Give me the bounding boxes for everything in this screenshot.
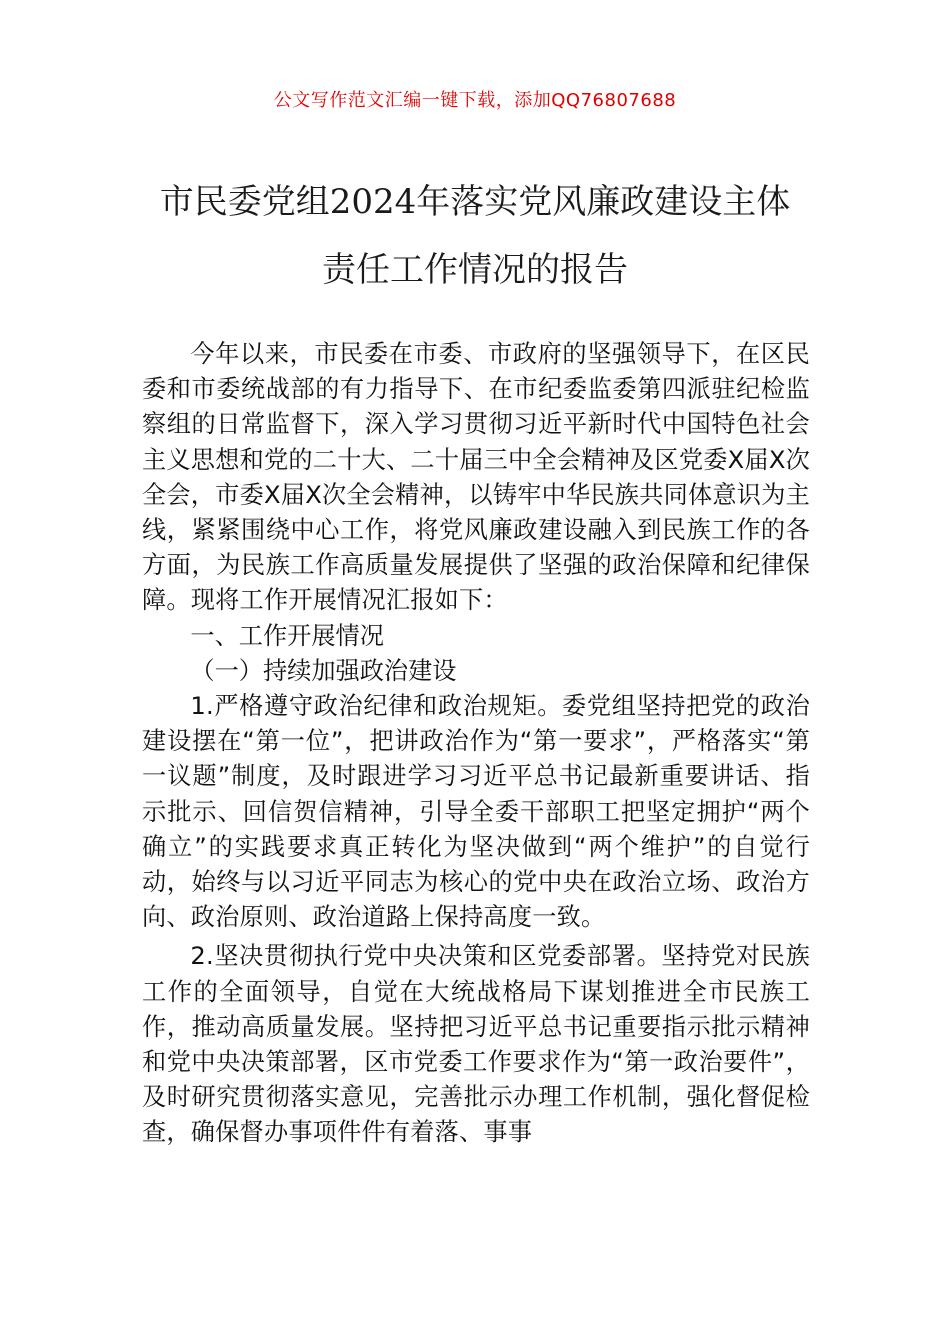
report-title-line-1: 市民委党组2024年落实党风廉政建设主体 bbox=[159, 182, 791, 222]
download-notice: 公文写作范文汇编一键下载，添加QQ76807688 bbox=[273, 90, 677, 111]
intro-paragraph: 今年以来，市民委在市委、市政府的坚强领导下，在区民委和市委统战部的有力指导下、在市纪委监委第四派驻纪检监察组的日常监督下，深入学习贯彻习近平新时代中国特色社会主义思想和党的二十大、二十届三中全会精神及区党委X届X次全会，市委X届X次全会精神，以铸牢中华民族共同体意识为主线，紧紧围绕中心工作，将党风廉政建设融入到民族工作的各方面，为民族工作高质量发展提供了坚强的政治保障和纪律保障。现将工作开展情况汇报如下： bbox=[142, 340, 810, 615]
section-heading-1: 一、工作开展情况 bbox=[190, 621, 384, 650]
item-paragraph-2: 2.坚决贯彻执行党中央决策和区党委部署。坚持党对民族工作的全面领导，自觉在大统战格局下谋划推进全市民族工作，推动高质量发展。坚持把习近平总书记重要指示批示精神和党中央决策部署，区市党委工作要求作为“第一政治要件”，及时研究贯彻落实意见，完善批示办理工作机制，强化督促检查，确保督办事项件件有着落、事事 bbox=[142, 942, 810, 1147]
item-paragraph-1: 1.严格遵守政治纪律和政治规矩。委党组坚持把党的政治建设摆在“第一位”，把讲政治作为“第一要求”，严格落实“第一议题”制度，及时跟进学习习近平总书记最新重要讲话、指示批示、回信贺信精神，引导全委干部职工把坚定拥护“两个确立”的实践要求真正转化为坚决做到“两个维护”的自觉行动，始终与以习近平同志为核心的党中央在政治立场、政治方向、政治原则、政治道路上保持高度一致。 bbox=[142, 692, 810, 932]
subsection-heading-1: （一）持续加强政治建设 bbox=[190, 656, 457, 685]
report-title-line-2: 责任工作情况的报告 bbox=[322, 250, 628, 290]
report-body bbox=[142, 337, 810, 1151]
